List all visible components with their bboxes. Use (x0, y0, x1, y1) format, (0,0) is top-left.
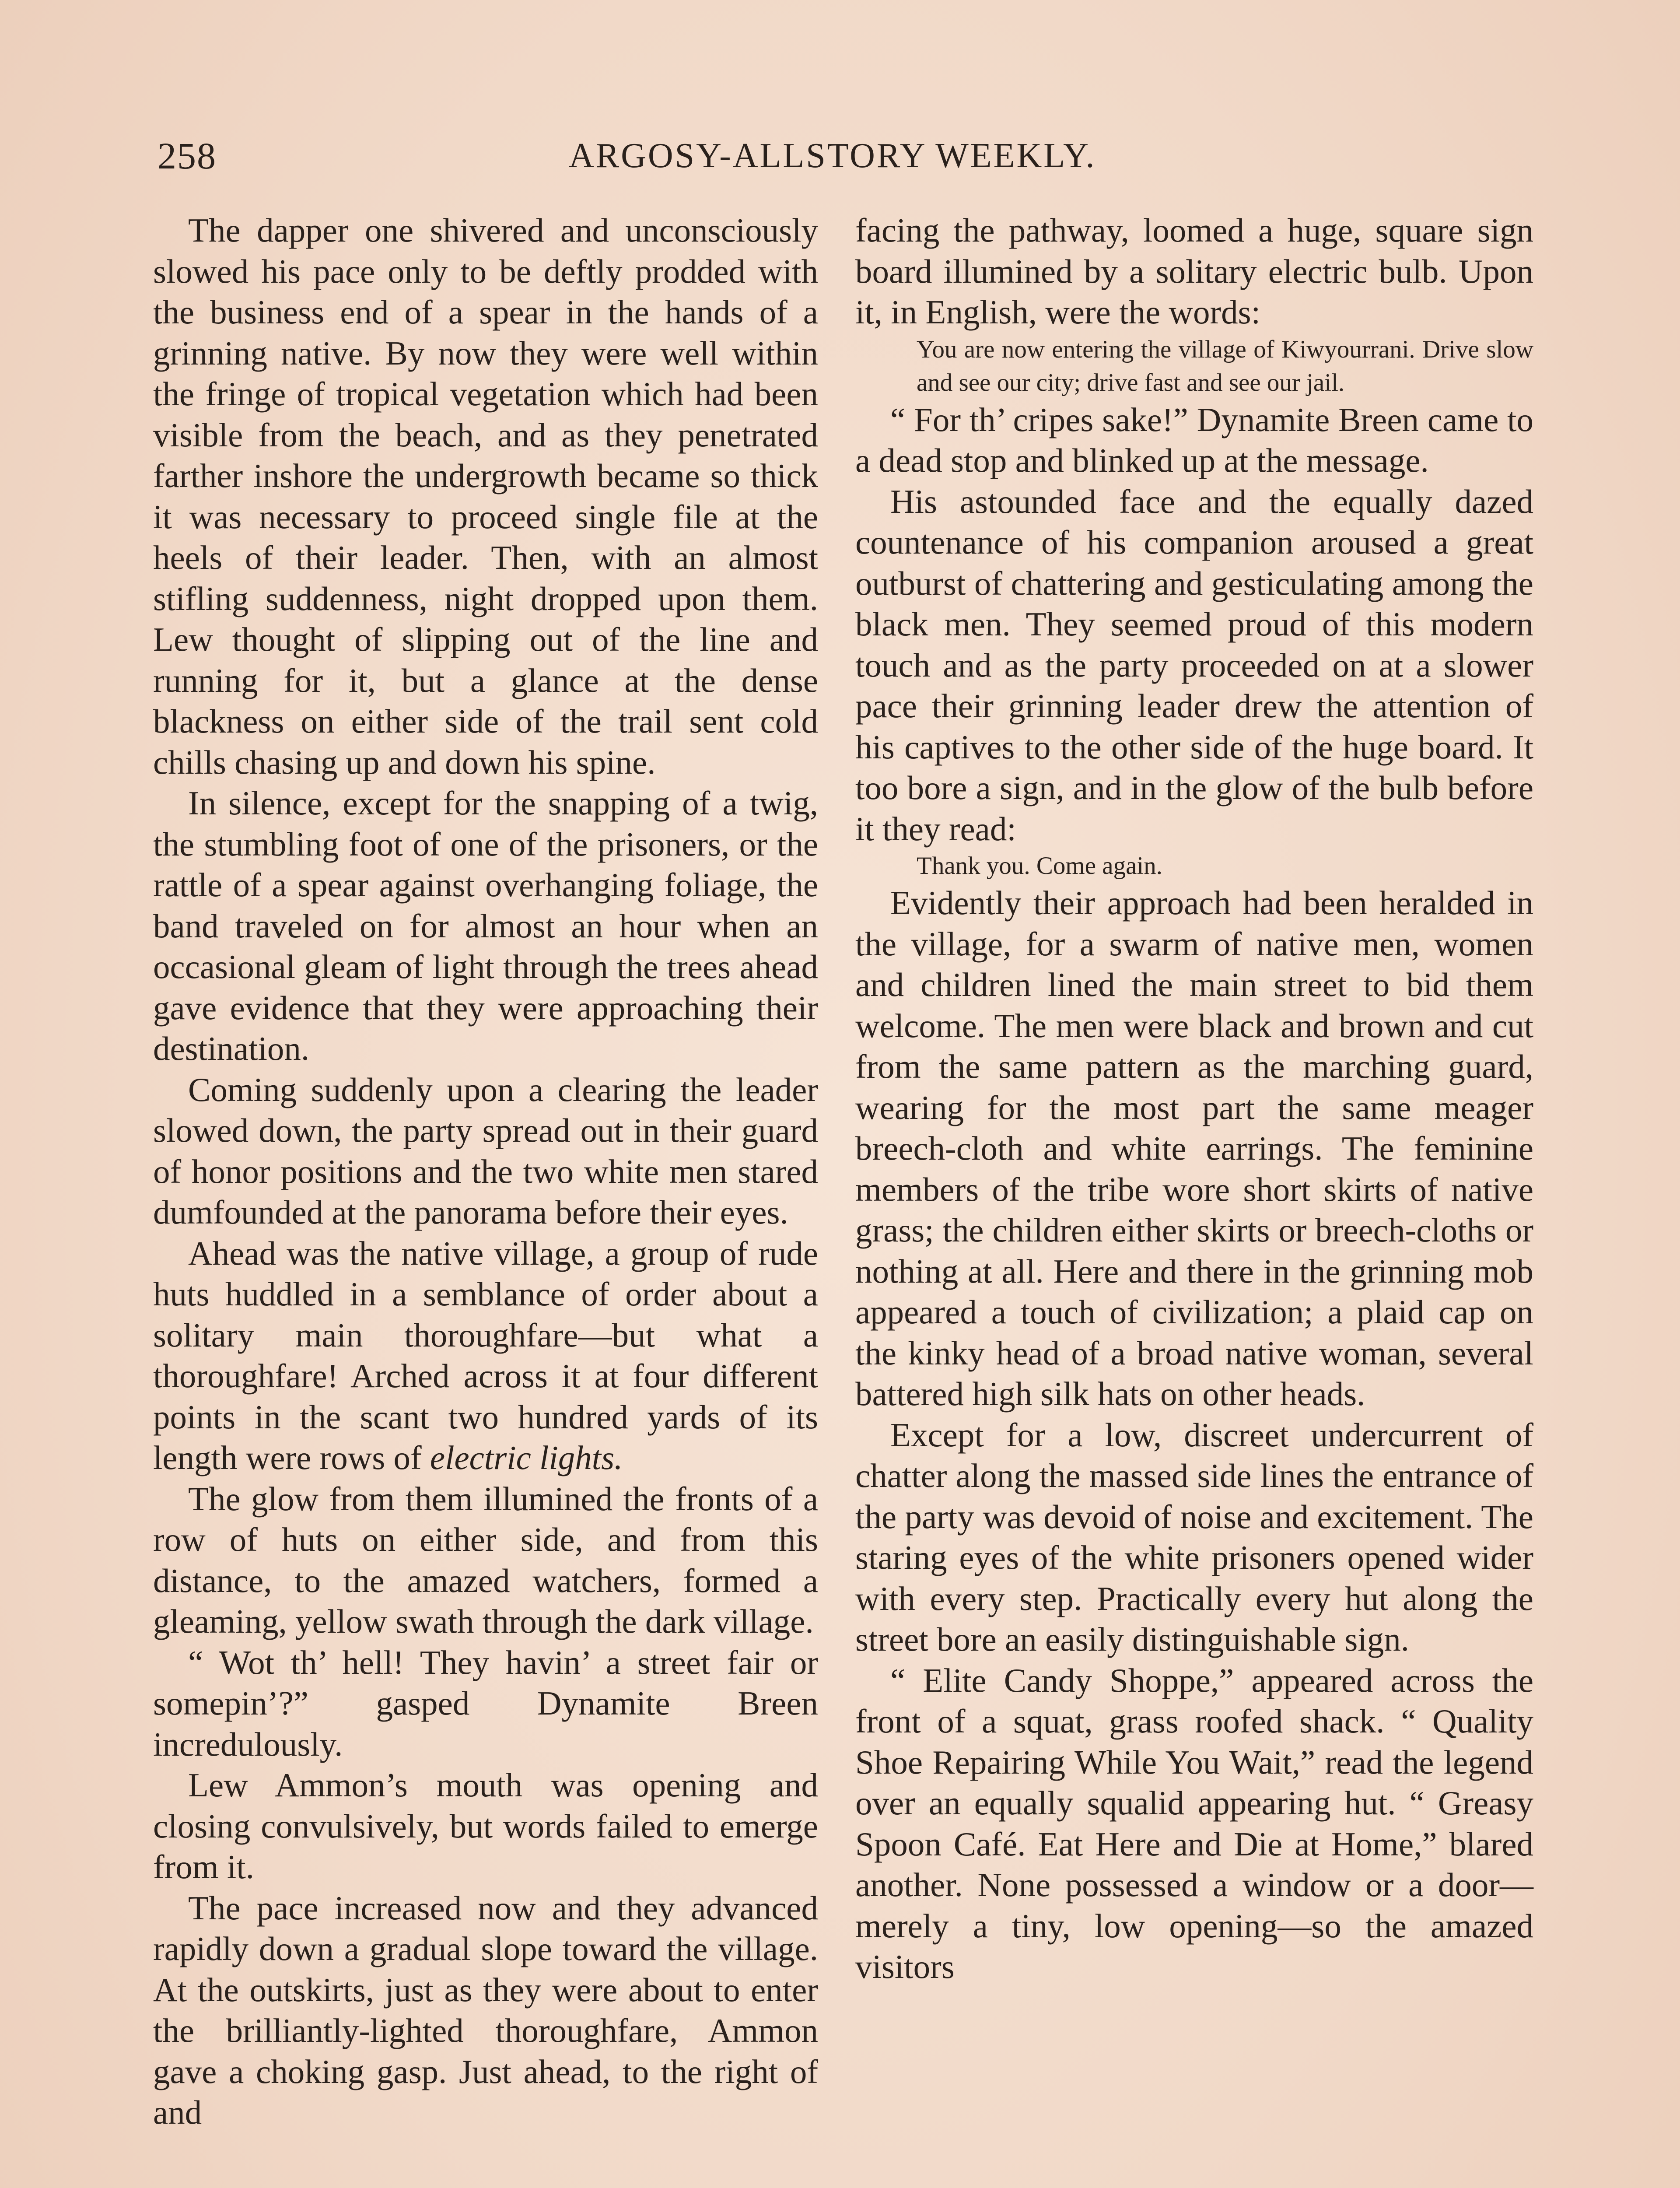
paragraph: Lew Ammon’s mouth was opening and closing convulsively, but words failed to emerge from it. (153, 1766, 818, 1886)
paragraph: facing the pathway, loomed a huge, square sign board illumined by a solitary electric bulb. Upon it, in English, were the words: (855, 211, 1533, 331)
paragraph: Coming suddenly upon a clearing the leader slowed down, the party spread out in their guard of honor positions and the two white men stared dumfounded at the panorama before their eyes. (153, 1070, 818, 1231)
paragraph: The dapper one shivered and unconsciously slowed his pace only to be deftly prodded with the business end of a spear in the hands of a grinning native. By now they were well within the fringe of tropical vegetation which had been visible from the beach, and as they penetrated farther inshore the undergrowth became so thick it was necessary to proceed single file at the heels of their leader. Then, with an almost stifling suddenness, night dropped upon them. Lew thought of slipping out of the line and running for it, but a glance at the dense blackness on either side of the trail sent cold chills chasing up and down his spine. (153, 211, 818, 781)
paragraph: “ For th’ cripes sake!” Dynamite Breen came to a dead stop and blinked up at the message. (855, 400, 1533, 479)
sign-text: You are now entering the village of Kiwyourrani. Drive slow and see our city; drive fast and see our jail. (917, 335, 1533, 396)
paragraph: Evidently their approach had been heralded in the village, for a swarm of native men, women and children lined the main street to bid them welcome. The men were black and brown and cut from the same pattern as the marching guard, wearing for the most part the same meager breech-cloth and white earrings. The feminine members of the tribe wore short skirts of native grass; the children either skirts or breech-cloths or nothing at all. Here and there in the grinning mob appeared a touch of civilization; a plaid cap on the kinky head of a broad native woman, several battered high silk hats on other heads. (855, 884, 1533, 1413)
sign-text: Thank you. Come again. (917, 852, 1162, 880)
right-column (855, 210, 1533, 1988)
paragraph: “ Wot th’ hell! They havin’ a street fair or somepin’?” gasped Dynamite Breen incredulously. (153, 1643, 818, 1763)
paragraph: The pace increased now and they advanced rapidly down a gradual slope toward the village. At the outskirts, just as they were about to enter the brilliantly-lighted thoroughfare, Ammon gave a choking gasp. Just ahead, to the right of and (153, 1889, 818, 2131)
italic-phrase: electric lights. (430, 1439, 623, 1476)
paragraph: His astounded face and the equally dazed countenance of his companion aroused a great outburst of chattering and gesticulating among the black men. They seemed proud of this modern touch and as the party proceeded on at a slower pace their grinning leader drew the attention of his captives to the other side of the huge board. It too bore a sign, and in the glow of the bulb before it they read: (855, 482, 1533, 848)
paragraph: “ Elite Candy Shoppe,” appeared across the front of a squat, grass roofed shack. “ Quality Shoe Repairing While You Wait,” read the legend over an equally squalid appearing hut. “ Greasy Spoon Café. Eat Here and Die at Home,” blared another. None possessed a window or a door—merely a tiny, low opening—so the amazed visitors (855, 1661, 1533, 1985)
paragraph-text: Ahead was the native village, a group of rude huts huddled in a semblance of order about a solitary main thoroughfare—but what a thoroughfare! Arched across it at four different points in the scant two hundred yards of its length were rows of (153, 1234, 818, 1476)
running-title: ARGOSY-ALLSTORY WEEKLY. (569, 137, 1096, 175)
paragraph: In silence, except for the snapping of a twig, the stumbling foot of one of the prisoners, or the rattle of a spear against overhanging foliage, the band traveled on for almost an hour when an occasional gleam of light through the trees ahead gave evidence that they were approaching their destination. (153, 784, 818, 1067)
paragraph: Except for a low, discreet undercurrent of chatter along the massed side lines the entrance of the party was devoid of noise and excitement. The staring eyes of the white prisoners opened wider with every step. Practically every hut along the street bore an easily distinguishable sign. (855, 1416, 1533, 1658)
left-column (153, 210, 818, 2133)
page-number: 258 (158, 135, 217, 177)
paragraph: The glow from them illumined the fronts of a row of huts on either side, and from this distance, to the amazed watchers, formed a gleaming, yellow swath through the dark village. (153, 1480, 818, 1640)
page-header (158, 130, 1540, 182)
paragraph (153, 1233, 818, 1479)
